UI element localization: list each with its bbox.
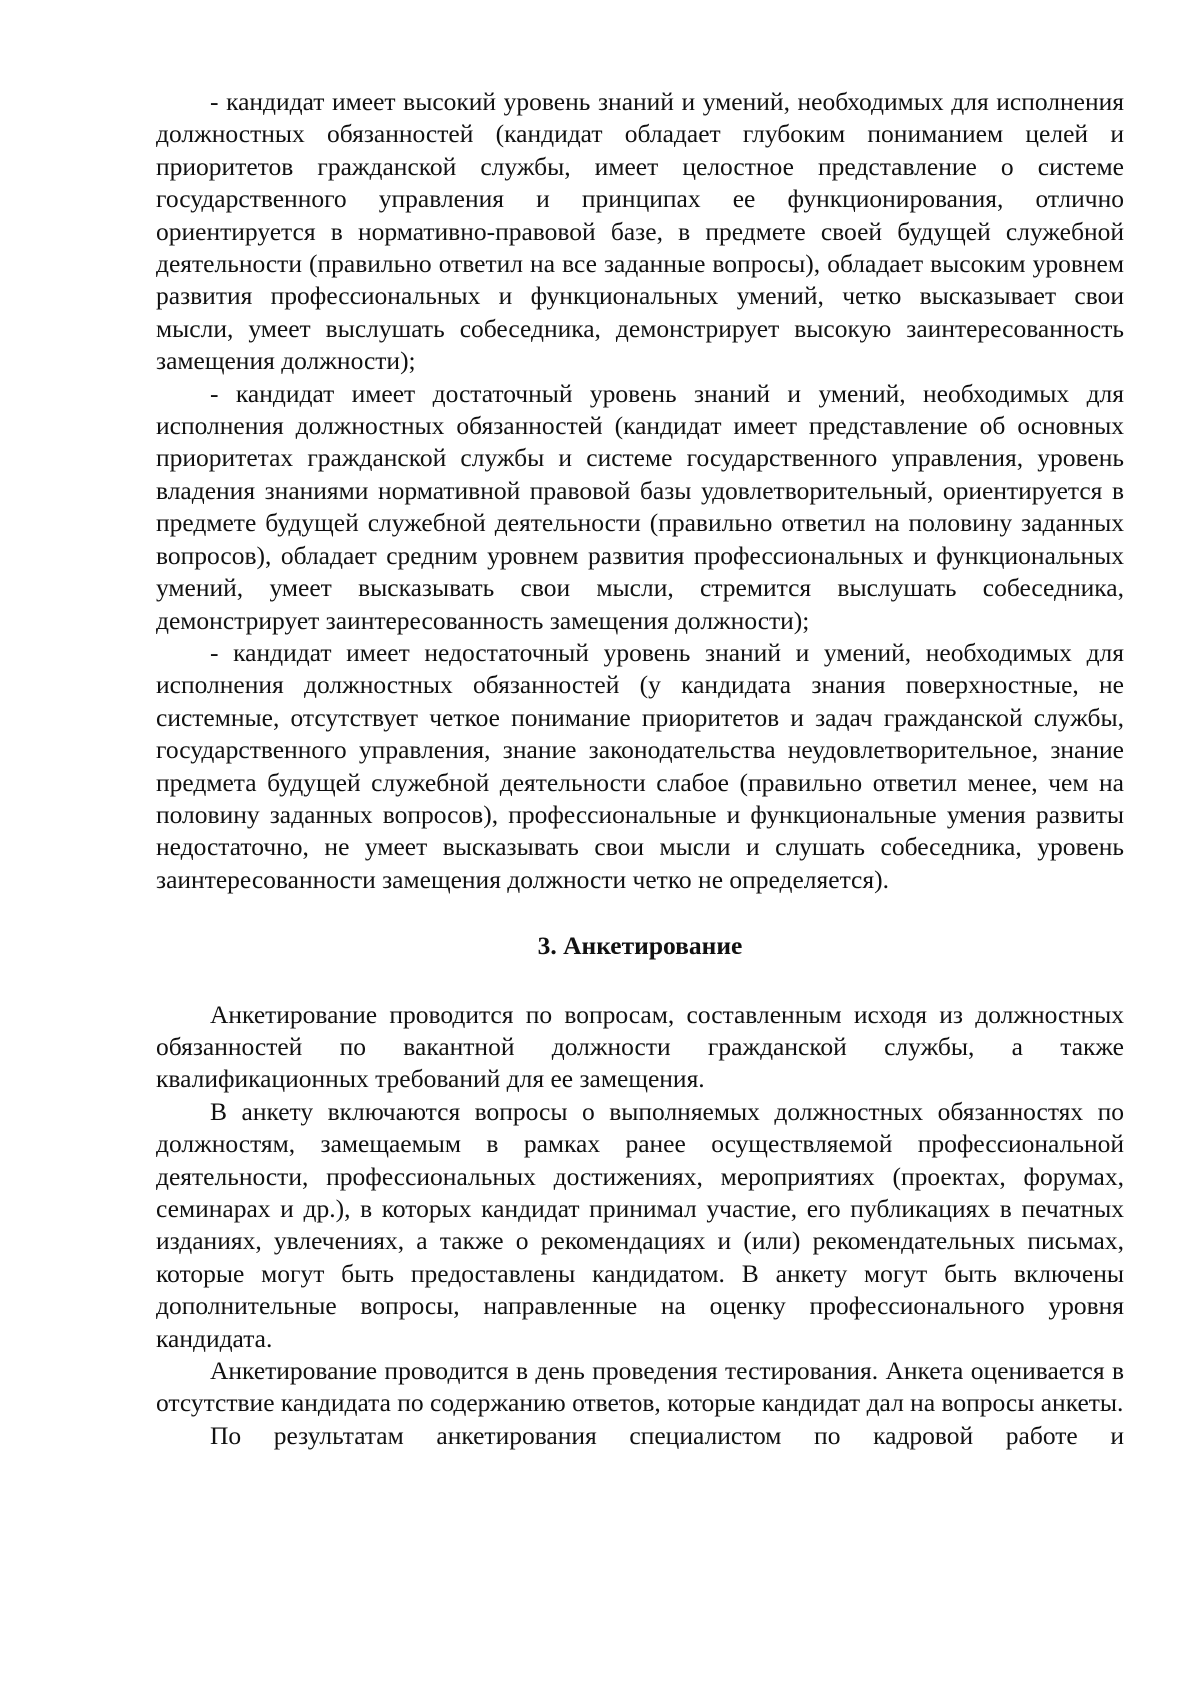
criteria-paragraph-high: - кандидат имеет высокий уровень знаний и умений, необходимых для исполнения должностных обязанностей (кандидат обладает глубоким пониманием целей и приоритетов гражданской службы, имеет целостное представление о системе государственного управления и принципах ее функционирования, отлично ориентируется в нормативно-правовой базе, в предмете своей будущей служебной деятельности (правильно ответил на все заданные вопросы), обладает высоким уровнем развития профессиональных и функциональных умений, четко высказывает свои мысли, умеет выслушать собеседника, демонстрирует высокую заинтересованность замещения должности);: [156, 87, 1124, 376]
questionnaire-paragraph-4: По результатам анкетирования специалистом по кадровой работе и: [210, 1420, 1124, 1450]
questionnaire-paragraph-3: Анкетирование проводится в день проведения тестирования. Анкета оценивается в отсутствие кандидата по содержанию ответов, которые кандидат дал на вопросы анкеты.: [156, 1356, 1124, 1418]
questionnaire-paragraph-1: Анкетирование проводится по вопросам, составленным исходя из должностных обязанностей по вакантной должности гражданской службы, а также квалификационных требований для ее замещения.: [156, 999, 1124, 1094]
section-heading: 3. Анкетирование: [537, 931, 743, 961]
questionnaire-paragraph-2: В анкету включаются вопросы о выполняемых должностных обязанностях по должностям, замещаемым в рамках ранее осуществляемой профессиональной деятельности, профессиональных достижениях, мероприятиях (проектах, форумах, семинарах и др.), в которых кандидат принимал участие, его публикациях в печатных изданиях, увлечениях, а также о рекомендациях и (или) рекомендательных письмах, которые могут быть предоставлены кандидатом. В анкету могут быть включены дополнительные вопросы, направленные на оценку профессионального уровня кандидата.: [156, 1096, 1124, 1353]
criteria-paragraph-insufficient: - кандидат имеет недостаточный уровень знаний и умений, необходимых для исполнения должностных обязанностей (у кандидата знания поверхностные, не системные, отсутствует четкое понимание приоритетов и задач гражданской службы, государственного управления, знание законодательства неудовлетворительное, знание предмета будущей служебной деятельности слабое (правильно ответил менее, чем на половину заданных вопросов), профессиональные и функциональные умения развиты недостаточно, не умеет высказывать свои мысли и слушать собеседника, уровень заинтересованности замещения должности четко не определяется).: [156, 637, 1124, 894]
document-body: [156, 86, 1124, 1452]
criteria-paragraph-sufficient: - кандидат имеет достаточный уровень знаний и умений, необходимых для исполнения должностных обязанностей (кандидат имеет представление об основных приоритетах гражданской службы и системе государственного управления, уровень владения знаниями нормативной правовой базы удовлетворительный, ориентируется в предмете будущей служебной деятельности (правильно ответил на половину заданных вопросов), обладает средним уровнем развития профессиональных и функциональных умений, умеет высказывать свои мысли, стремится выслушать собеседника, демонстрирует заинтересованность замещения должности);: [156, 378, 1124, 635]
